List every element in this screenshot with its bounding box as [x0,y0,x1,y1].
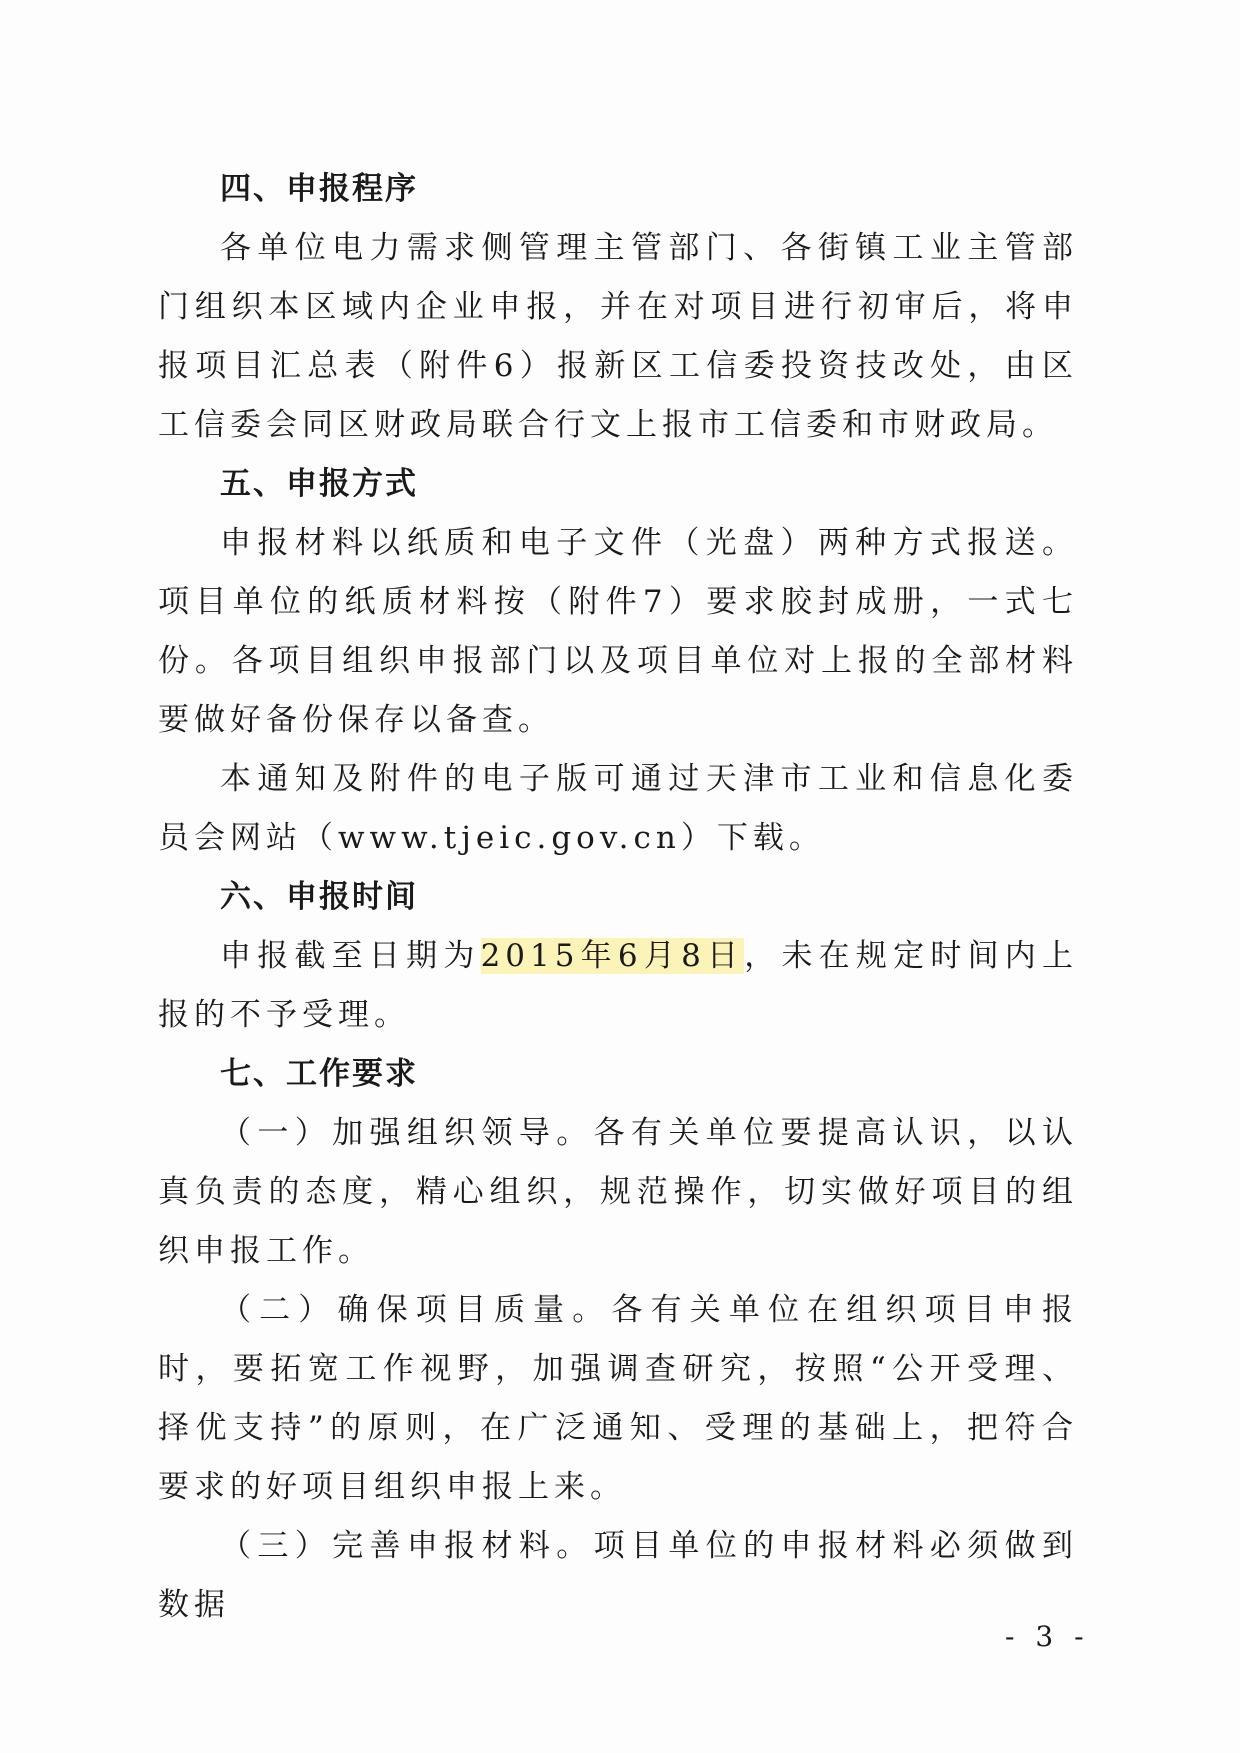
section-6-heading: 六、申报时间 [220,879,418,915]
section-4-heading: 四、申报程序 [220,171,418,207]
highlighted-deadline-date: 2015年6月8日 [480,938,745,974]
section-7-paragraph-2: （二）确保项目质量。各有关单位在组织项目申报时，要拓宽工作视野，加强调查研究，按照“公开受理、择优支持”的原则，在广泛通知、受理的基础上，把符合要求的好项目组织申报上来。 [158,1292,1078,1505]
section-5-heading: 五、申报方式 [220,466,418,502]
section-6-paragraph-1 [158,927,1078,1045]
deadline-suffix: ，未在规定时间内上报的不予受理。 [158,938,1079,1033]
section-5-paragraph-2: 本通知及附件的电子版可通过天津市工业和信息化委员会网站（www.tjeic.gov.cn）下载。 [158,761,1078,856]
section-4-paragraph-1: 各单位电力需求侧管理主管部门、各街镇工业主管部门组织本区域内企业申报，并在对项目进行初审后，将申报项目汇总表（附件6）报新区工信委投资技改处，由区工信委会同区财政局联合行文上报市工信委和市财政局。 [158,230,1078,443]
deadline-prefix: 申报截至日期为 [220,938,481,974]
page-number: - 3 - [1005,1620,1090,1653]
section-7-paragraph-1: （一）加强组织领导。各有关单位要提高认识，以认真负责的态度，精心组织，规范操作，切实做好项目的组织申报工作。 [158,1115,1078,1269]
section-7-heading: 七、工作要求 [220,1056,418,1092]
section-7-paragraph-3: （三）完善申报材料。项目单位的申报材料必须做到数据 [158,1528,1078,1623]
section-5-paragraph-1: 申报材料以纸质和电子文件（光盘）两种方式报送。项目单位的纸质材料按（附件7）要求胶封成册，一式七份。各项目组织申报部门以及项目单位对上报的全部材料要做好备份保存以备查。 [158,525,1078,738]
document-body [158,160,1078,1635]
